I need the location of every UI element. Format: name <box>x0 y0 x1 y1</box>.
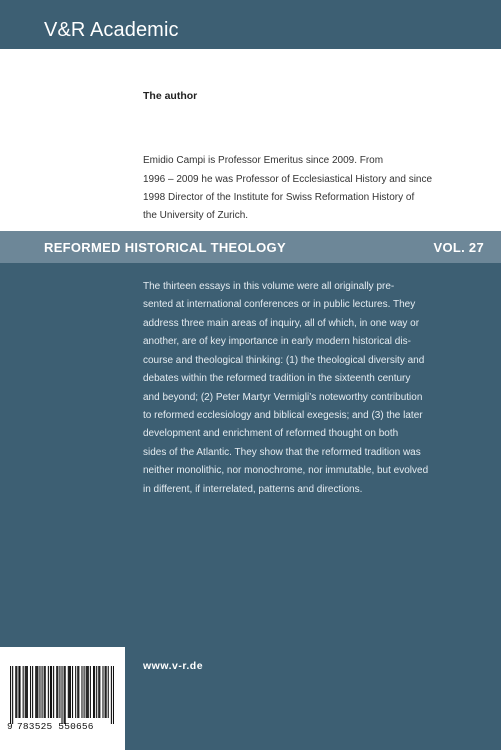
barcode-bar <box>12 666 13 724</box>
barcode-bar <box>51 666 52 718</box>
barcode-bar <box>16 666 17 718</box>
barcode-bar <box>18 666 19 718</box>
barcode-bar <box>99 666 100 718</box>
blurb-line: neither monolithic, nor monochrome, nor immutable, but evolved <box>143 465 429 476</box>
barcode-bar <box>56 666 57 718</box>
author-bio-line: 1998 Director of the Institute for Swiss Reformation History of <box>143 192 415 203</box>
publisher-website[interactable]: www.v-r.de <box>143 660 204 672</box>
barcode-bar <box>65 666 66 724</box>
barcode-bar <box>93 666 94 718</box>
barcode-bar <box>23 666 24 718</box>
blurb-line: The thirteen essays in this volume were all originally pre- <box>143 281 395 292</box>
barcode-bar <box>94 666 95 718</box>
author-heading: The author <box>143 90 198 102</box>
barcode-bar <box>10 666 11 724</box>
barcode-bar <box>45 666 46 718</box>
blurb-line: sides of the Atlantic. They show that the reformed tradition was <box>143 447 421 458</box>
barcode-bar <box>35 666 36 718</box>
barcode-first-digit: 9 <box>7 721 13 732</box>
series-volume: VOL. 27 <box>433 240 484 255</box>
ean-13-barcode-icon <box>10 666 114 724</box>
barcode-bar <box>98 666 99 718</box>
blurb-line: to reformed ecclesiology and biblical exegesis; and (3) the later <box>143 410 423 421</box>
barcode-bar <box>30 666 31 718</box>
barcode-bar <box>108 666 109 718</box>
barcode-bar <box>37 666 38 718</box>
barcode-bar <box>36 666 37 718</box>
barcode-bar <box>86 666 87 718</box>
barcode-bar <box>102 666 103 718</box>
publisher-brand: V&R Academic <box>44 19 179 41</box>
barcode-bar <box>53 666 54 718</box>
barcode-bar <box>48 666 49 718</box>
barcode-bar <box>59 666 60 718</box>
barcode-bar <box>19 666 20 718</box>
barcode-bar <box>77 666 78 718</box>
barcode-bar <box>64 666 65 724</box>
blurb-line: in different, if interrelated, patterns and directions. <box>143 484 363 495</box>
author-bio-line: the University of Zurich. <box>143 210 249 221</box>
barcode-bar <box>105 666 106 718</box>
blurb-line: course and theological thinking: (1) the theological diversity and <box>143 355 425 366</box>
barcode-bar <box>44 666 45 718</box>
barcode-bar <box>27 666 28 718</box>
barcode-bar <box>78 666 79 718</box>
barcode-bar <box>90 666 91 718</box>
barcode-bar <box>70 666 71 718</box>
blurb-line: debates within the reformed tradition in the sixteenth century <box>143 373 411 384</box>
author-bio-line: 1996 – 2009 he was Professor of Ecclesiastical History and since <box>143 174 433 185</box>
blurb-line: sented at international conferences or in public lectures. They <box>143 299 416 310</box>
barcode-bar <box>106 666 107 718</box>
barcode-bar <box>25 666 26 718</box>
barcode-digits: 783525 550656 <box>17 721 94 732</box>
barcode-bar <box>113 666 114 724</box>
barcode-bar <box>84 666 85 718</box>
barcode-bar <box>15 666 16 718</box>
barcode-bar <box>88 666 89 718</box>
barcode-bar <box>50 666 51 718</box>
author-bio-line: Emidio Campi is Professor Emeritus since 2009. From <box>143 155 384 166</box>
blurb-line: development and enrichment of reformed thought on both <box>143 428 399 439</box>
barcode-bar <box>69 666 70 718</box>
barcode-bar <box>32 666 33 718</box>
blurb-line: address three main areas of inquiry, all of which, in one way or <box>143 318 420 329</box>
barcode-bar <box>72 666 73 718</box>
blurb-line: and beyond; (2) Peter Martyr Vermigli’s noteworthy contribution <box>143 392 423 403</box>
barcode-bar <box>57 666 58 718</box>
barcode-bar <box>68 666 69 718</box>
barcode-bar <box>111 666 112 724</box>
barcode-bar <box>26 666 27 718</box>
barcode-bar <box>39 666 40 718</box>
barcode-bar <box>87 666 88 718</box>
barcode-bar <box>96 666 97 718</box>
barcode-bar <box>42 666 43 718</box>
barcode-bar <box>75 666 76 718</box>
series-title: REFORMED HISTORICAL THEOLOGY <box>44 240 286 255</box>
barcode-bar <box>81 666 82 718</box>
blurb-line: another, are of key importance in early modern historical dis- <box>143 336 411 347</box>
barcode-bar <box>61 666 62 724</box>
